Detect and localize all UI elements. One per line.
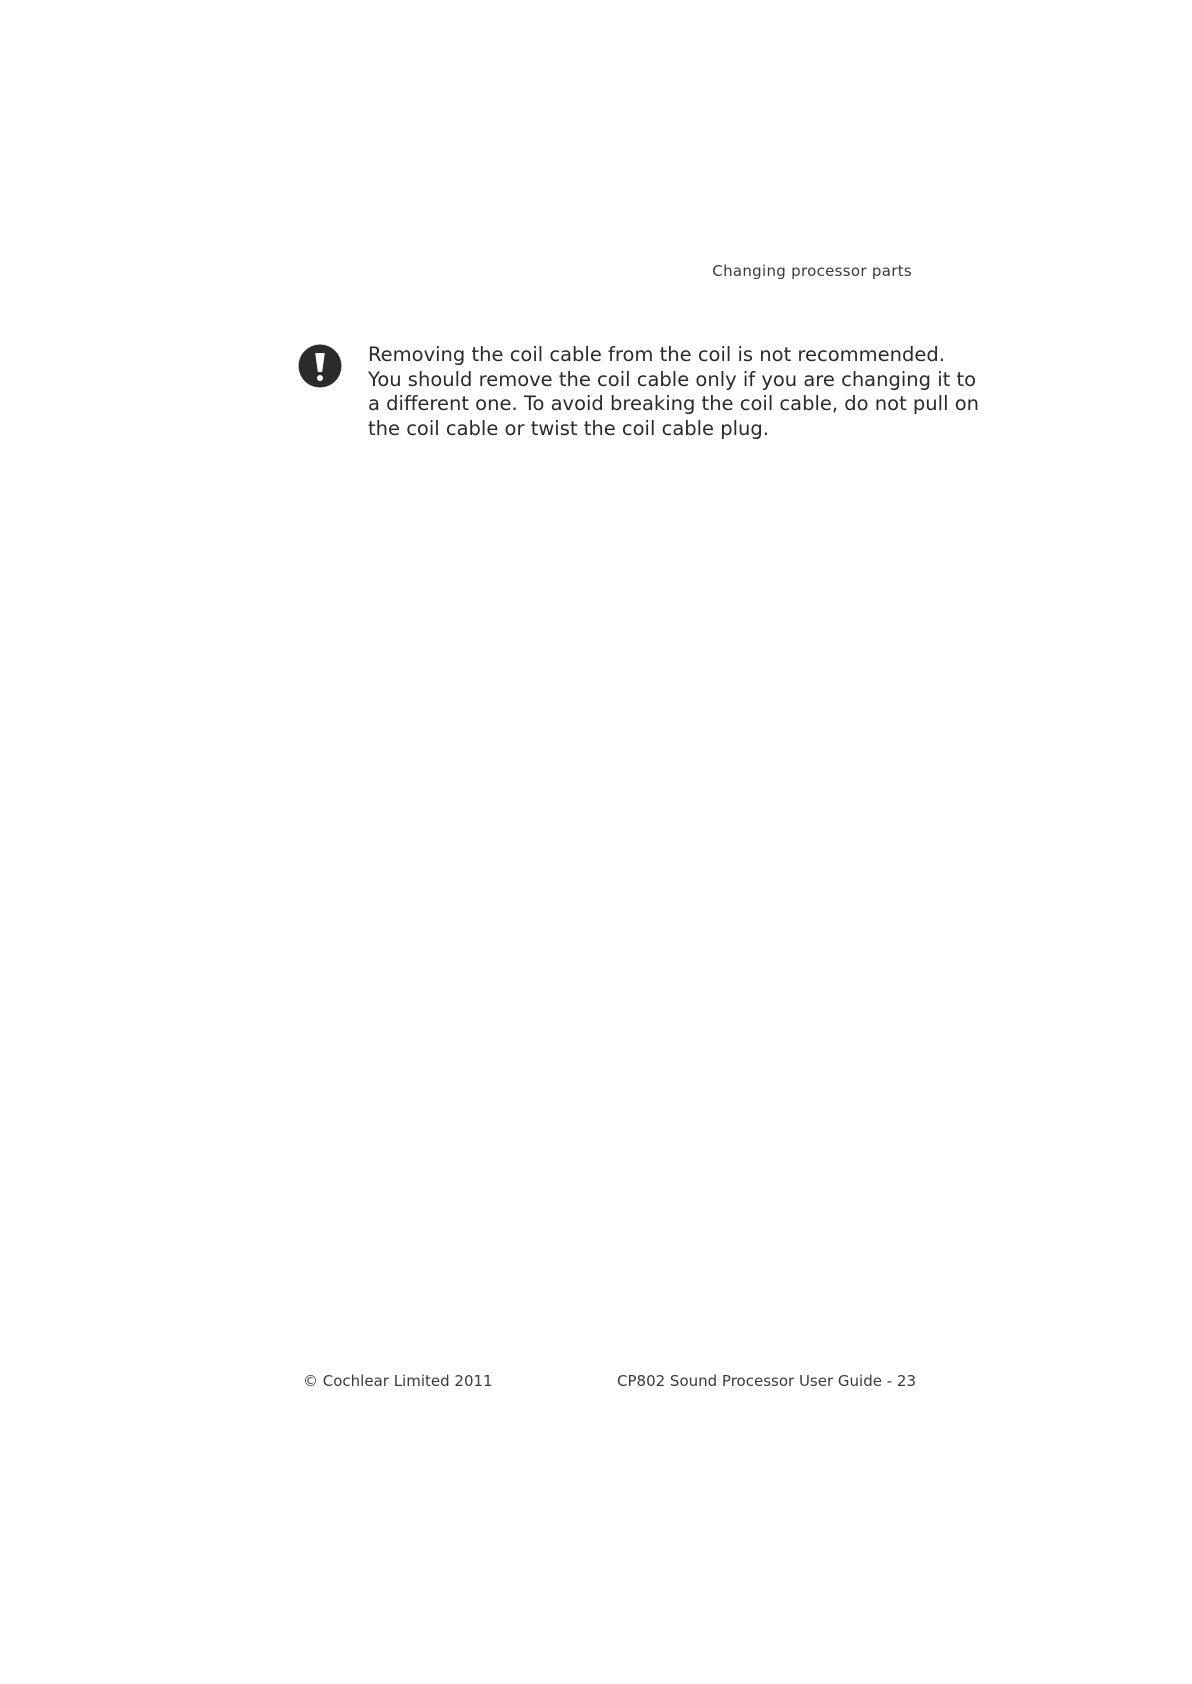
footer-page-number: CP802 Sound Processor User Guide - 23: [617, 1372, 916, 1390]
section-header: Changing processor parts: [712, 262, 912, 280]
footer-copyright: © Cochlear Limited 2011: [303, 1372, 493, 1390]
caution-line: You should remove the coil cable only if you are changing it to: [368, 367, 977, 391]
caution-line: the coil cable or twist the coil cable plug.: [368, 416, 769, 440]
caution-line: Removing the coil cable from the coil is not recommended.: [368, 343, 945, 366]
exclamation-circle-icon: [298, 344, 342, 388]
caution-text: [368, 343, 979, 441]
caution-line: a different one. To avoid breaking the coil cable, do not pull on: [368, 392, 979, 415]
